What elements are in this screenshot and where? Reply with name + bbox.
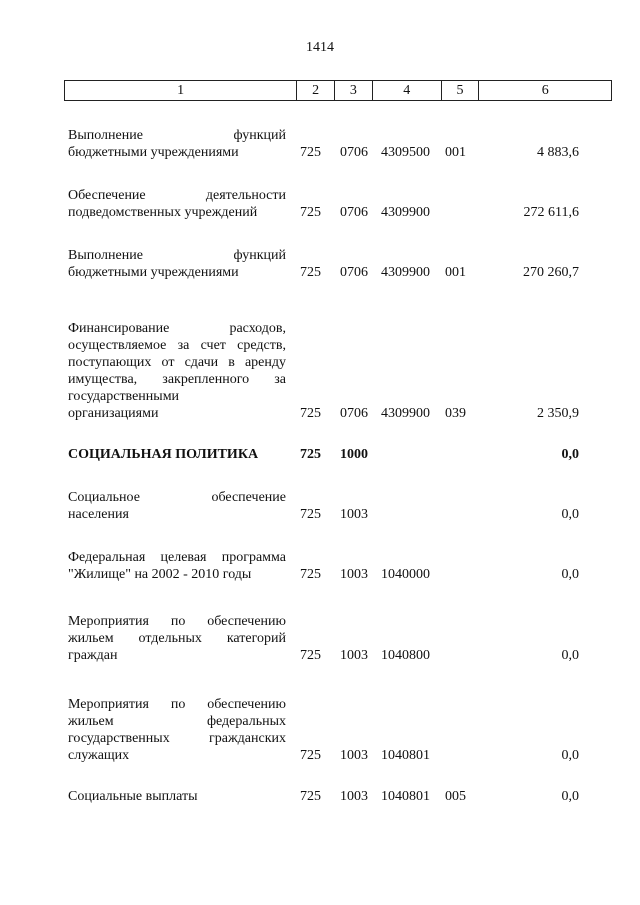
cell-c6: 0,0 xyxy=(561,748,579,763)
cell-c4: 4309900 xyxy=(381,205,430,220)
table-row xyxy=(0,446,640,463)
description-line: жильем федеральных xyxy=(68,714,286,729)
description-line: Социальные выплаты xyxy=(68,789,198,804)
cell-c5: 039 xyxy=(445,406,466,421)
description-line: поступающих от сдачи в аренду xyxy=(68,355,286,370)
description-line: бюджетными учреждениями xyxy=(68,145,239,160)
row-description xyxy=(68,320,286,422)
cell-c6: 0,0 xyxy=(561,567,579,582)
description-line: Обеспечение деятельности xyxy=(68,188,286,203)
cell-c5: 001 xyxy=(445,265,466,280)
description-line: подведомственных учреждений xyxy=(68,205,258,220)
cell-c4: 4309500 xyxy=(381,145,430,160)
table-row xyxy=(0,247,640,281)
description-line: бюджетными учреждениями xyxy=(68,265,239,280)
table-row xyxy=(0,489,640,523)
table-row xyxy=(0,187,640,221)
row-description xyxy=(68,446,286,463)
description-line: Мероприятия по обеспечению xyxy=(68,614,286,629)
cell-c3: 1003 xyxy=(340,748,368,763)
description-line: населения xyxy=(68,507,129,522)
cell-c5: 005 xyxy=(445,789,466,804)
cell-c5: 001 xyxy=(445,145,466,160)
cell-c3: 0706 xyxy=(340,406,368,421)
header-col-5: 5 xyxy=(441,81,479,100)
cell-c2: 725 xyxy=(300,145,321,160)
table-header xyxy=(64,80,612,101)
description-line: осуществляемое за счет средств, xyxy=(68,338,286,353)
row-description xyxy=(68,127,286,161)
header-col-4: 4 xyxy=(372,81,441,100)
cell-c2: 725 xyxy=(300,205,321,220)
row-description xyxy=(68,788,286,805)
cell-c6: 0,0 xyxy=(561,789,579,804)
cell-c3: 1003 xyxy=(340,507,368,522)
table-row xyxy=(0,320,640,422)
header-col-1: 1 xyxy=(177,82,185,98)
description-line: организациями xyxy=(68,406,159,421)
table-row xyxy=(0,127,640,161)
cell-c2: 725 xyxy=(300,447,321,462)
cell-c2: 725 xyxy=(300,507,321,522)
cell-c3: 1003 xyxy=(340,789,368,804)
description-line: служащих xyxy=(68,748,130,763)
header-col-2: 2 xyxy=(296,81,334,100)
cell-c6: 270 260,7 xyxy=(523,265,579,280)
row-description xyxy=(68,549,286,583)
cell-c3: 1000 xyxy=(340,447,368,462)
cell-c2: 725 xyxy=(300,265,321,280)
cell-c2: 725 xyxy=(300,748,321,763)
cell-c3: 0706 xyxy=(340,265,368,280)
cell-c3: 0706 xyxy=(340,145,368,160)
description-line: Финансирование расходов, xyxy=(68,321,286,336)
description-line: "Жилище" на 2002 - 2010 годы xyxy=(68,567,252,582)
row-description xyxy=(68,247,286,281)
table-row xyxy=(0,613,640,664)
page-number: 1414 xyxy=(306,40,334,55)
row-description xyxy=(68,489,286,523)
cell-c3: 1003 xyxy=(340,567,368,582)
row-description xyxy=(68,187,286,221)
table-row xyxy=(0,696,640,764)
row-description xyxy=(68,613,286,664)
cell-c2: 725 xyxy=(300,648,321,663)
cell-c3: 0706 xyxy=(340,205,368,220)
cell-c6: 4 883,6 xyxy=(537,145,579,160)
description-line: жильем отдельных категорий xyxy=(68,631,286,646)
description-line: Социальное обеспечение xyxy=(68,490,286,505)
cell-c6: 0,0 xyxy=(561,447,579,462)
cell-c4: 4309900 xyxy=(381,406,430,421)
cell-c6: 0,0 xyxy=(561,648,579,663)
description-line: Выполнение функций xyxy=(68,128,286,143)
description-line: Федеральная целевая программа xyxy=(68,550,286,565)
header-col-6: 6 xyxy=(478,81,611,100)
cell-c6: 2 350,9 xyxy=(537,406,579,421)
cell-c3: 1003 xyxy=(340,648,368,663)
row-description xyxy=(68,696,286,764)
description-line: государственных гражданских xyxy=(68,731,286,746)
description-line: СОЦИАЛЬНАЯ ПОЛИТИКА xyxy=(68,447,259,462)
cell-c4: 1040800 xyxy=(381,648,430,663)
cell-c6: 272 611,6 xyxy=(523,205,579,220)
description-line: граждан xyxy=(68,648,118,663)
description-line: имущества, закрепленного за xyxy=(68,372,286,387)
table-row xyxy=(0,788,640,805)
cell-c2: 725 xyxy=(300,567,321,582)
description-line: Мероприятия по обеспечению xyxy=(68,697,286,712)
cell-c4: 4309900 xyxy=(381,265,430,280)
cell-c4: 1040801 xyxy=(381,789,430,804)
description-line: Выполнение функций xyxy=(68,248,286,263)
cell-c2: 725 xyxy=(300,406,321,421)
cell-c2: 725 xyxy=(300,789,321,804)
cell-c6: 0,0 xyxy=(561,507,579,522)
cell-c4: 1040000 xyxy=(381,567,430,582)
header-col-3: 3 xyxy=(334,81,372,100)
description-line: государственными xyxy=(68,389,180,404)
cell-c4: 1040801 xyxy=(381,748,430,763)
table-row xyxy=(0,549,640,583)
